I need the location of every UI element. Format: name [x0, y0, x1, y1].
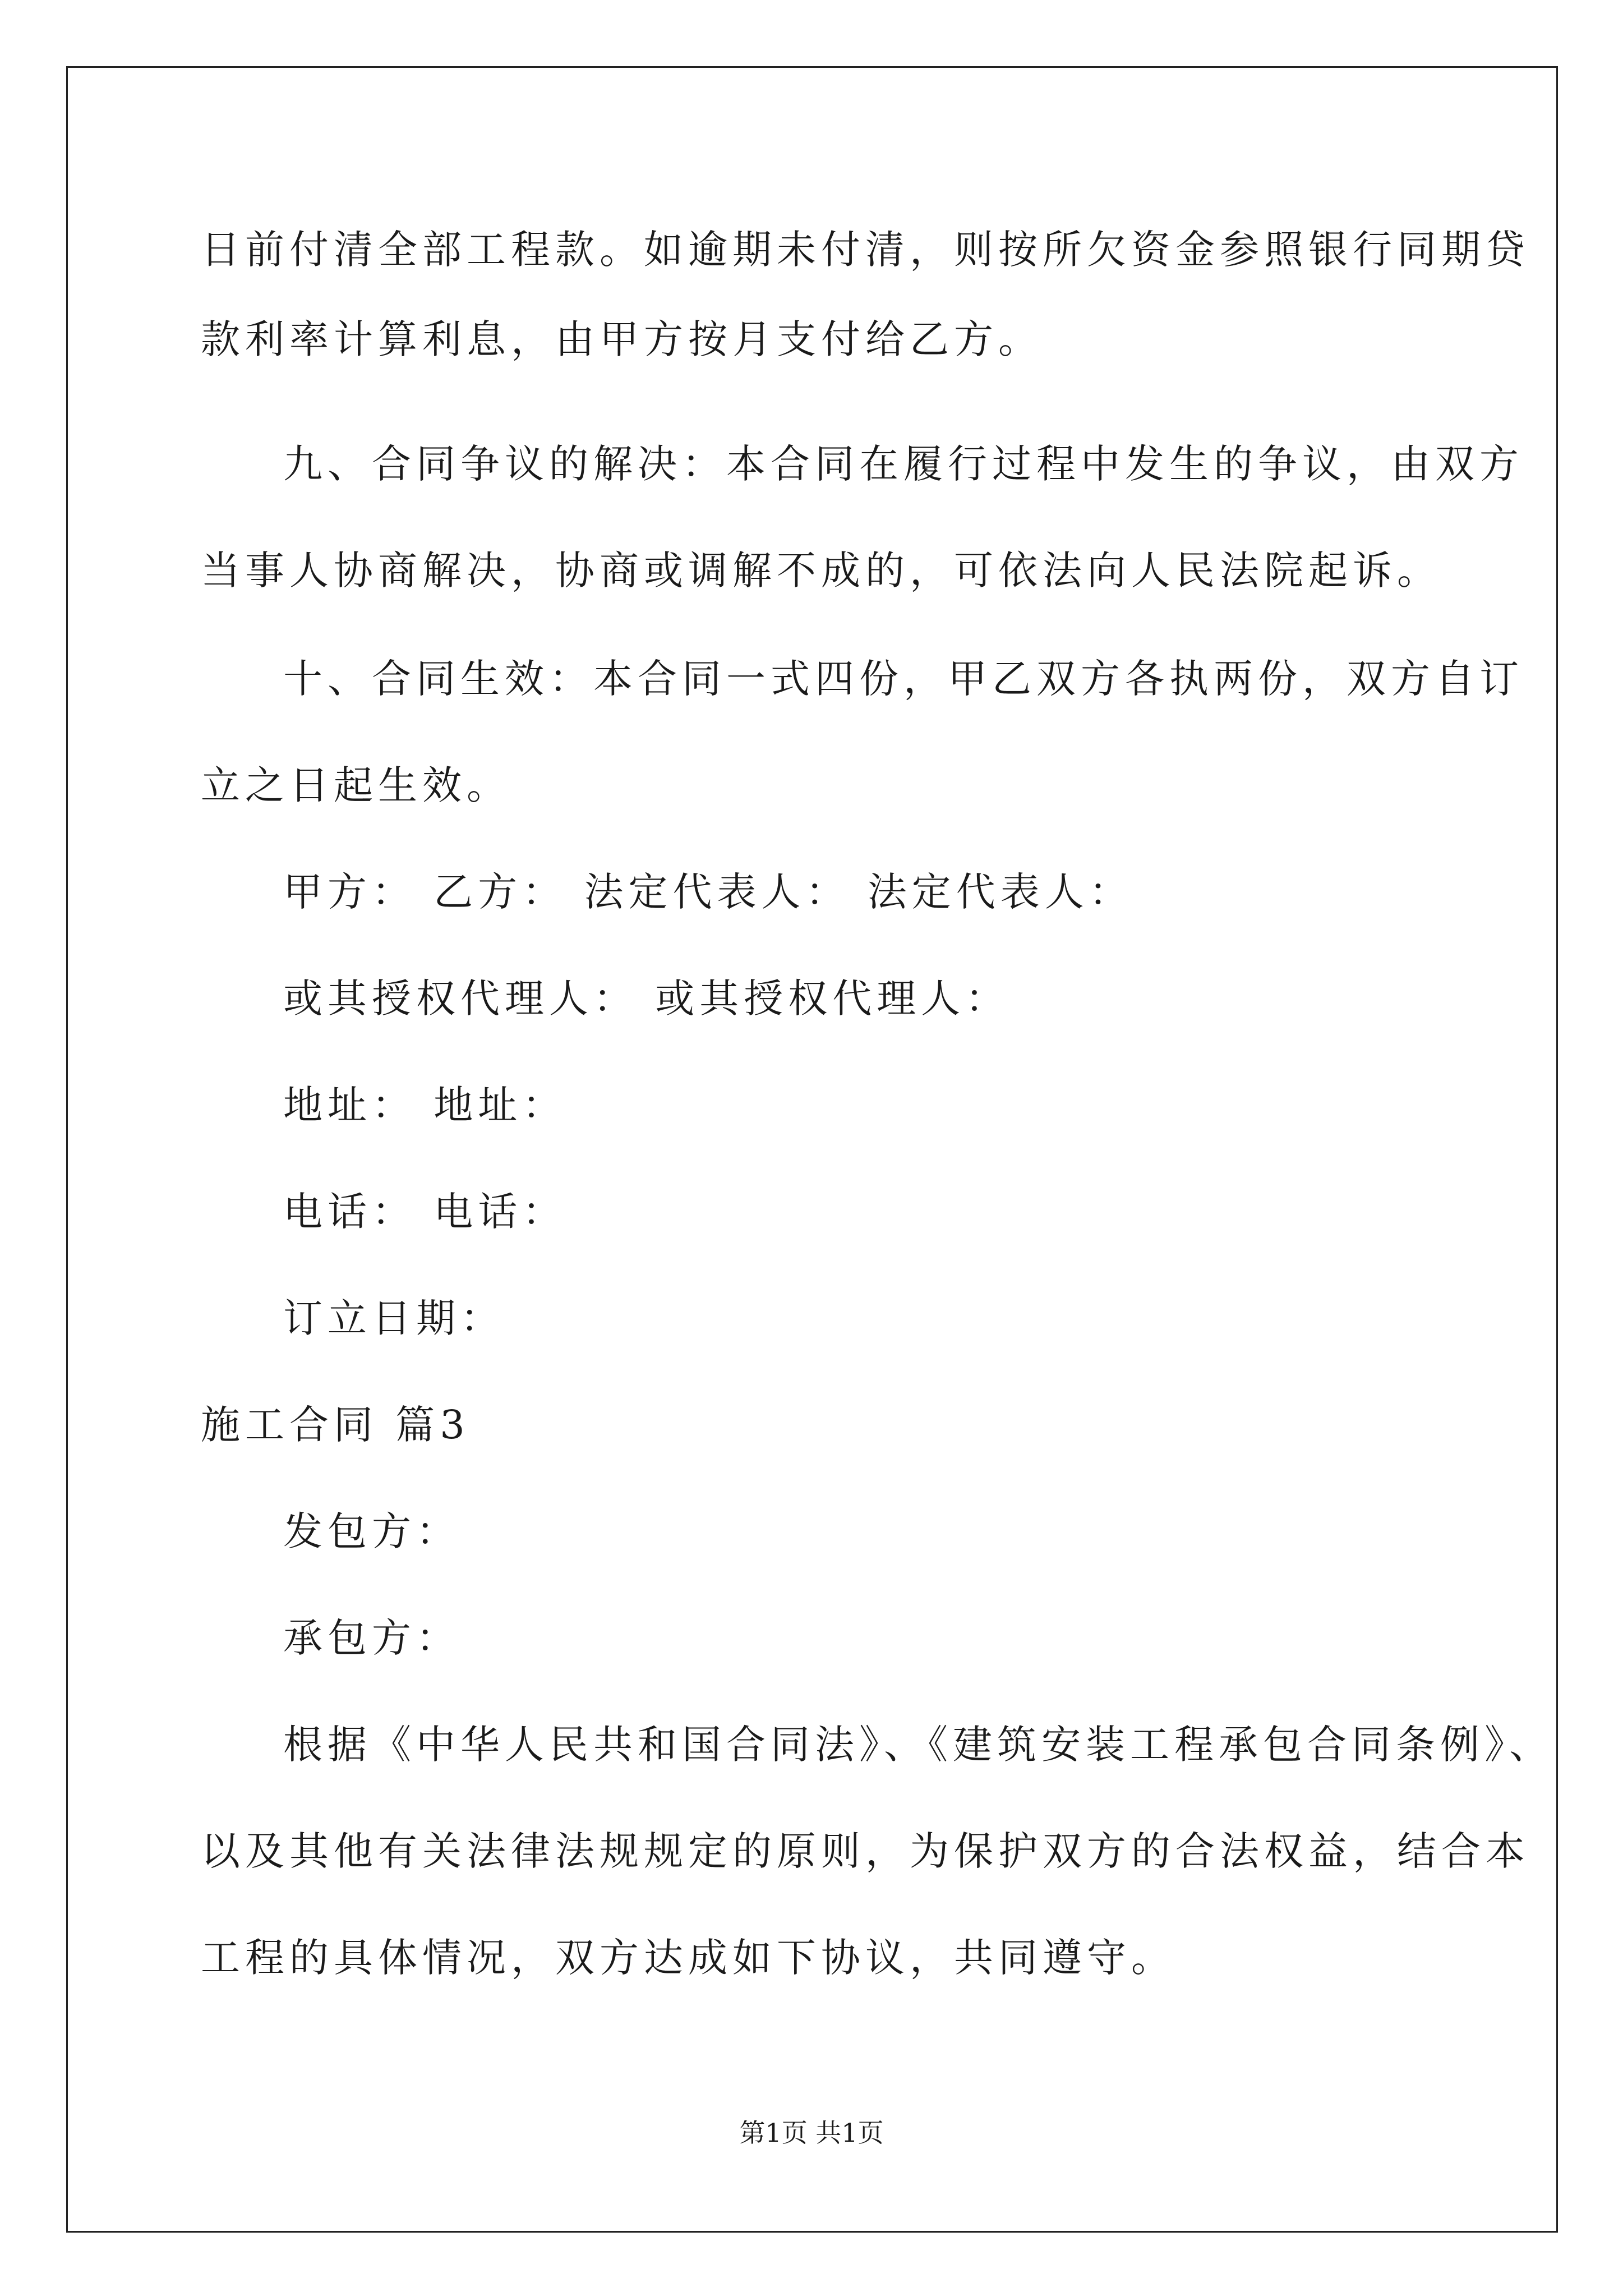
- paragraph-line: 工程的具体情况，双方达成如下协议，共同遵守。: [201, 1935, 1175, 1981]
- signature-line: 电话： 电话：: [283, 1189, 567, 1235]
- party-line: 承包方：: [283, 1615, 460, 1661]
- signature-line: 或其授权代理人： 或其授权代理人：: [283, 976, 1010, 1022]
- paragraph-line: 以及其他有关法律法规规定的原则，为保护双方的合法权益，结合本: [201, 1828, 1530, 1874]
- signature-line: 订立日期：: [283, 1295, 505, 1341]
- signature-line: 甲方： 乙方： 法定代表人： 法定代表人：: [283, 869, 1133, 915]
- section-heading: 施工合同 篇3: [201, 1402, 470, 1448]
- paragraph-line: 款利率计算利息，由甲方按月支付给乙方。: [201, 316, 1043, 362]
- paragraph-line: 日前付清全部工程款。如逾期未付清，则按所欠资金参照银行同期贷: [201, 227, 1530, 273]
- signature-line: 地址： 地址：: [283, 1082, 567, 1128]
- paragraph-line: 九、合同争议的解决：本合同在履行过程中发生的争议，由双方: [283, 441, 1524, 487]
- page-footer: 第1页 共1页: [739, 2118, 884, 2148]
- paragraph-line: 当事人协商解决，协商或调解不成的，可依法向人民法院起诉。: [201, 547, 1441, 593]
- paragraph-line: 立之日起生效。: [201, 762, 511, 808]
- party-line: 发包方：: [283, 1508, 460, 1554]
- paragraph-line: 十、合同生效：本合同一式四份，甲乙双方各执两份，双方自订: [283, 656, 1524, 702]
- paragraph-line: 根据《中华人民共和国合同法》、《建筑安装工程承包合同条例》、: [283, 1722, 1553, 1768]
- page-border: [66, 66, 1558, 2233]
